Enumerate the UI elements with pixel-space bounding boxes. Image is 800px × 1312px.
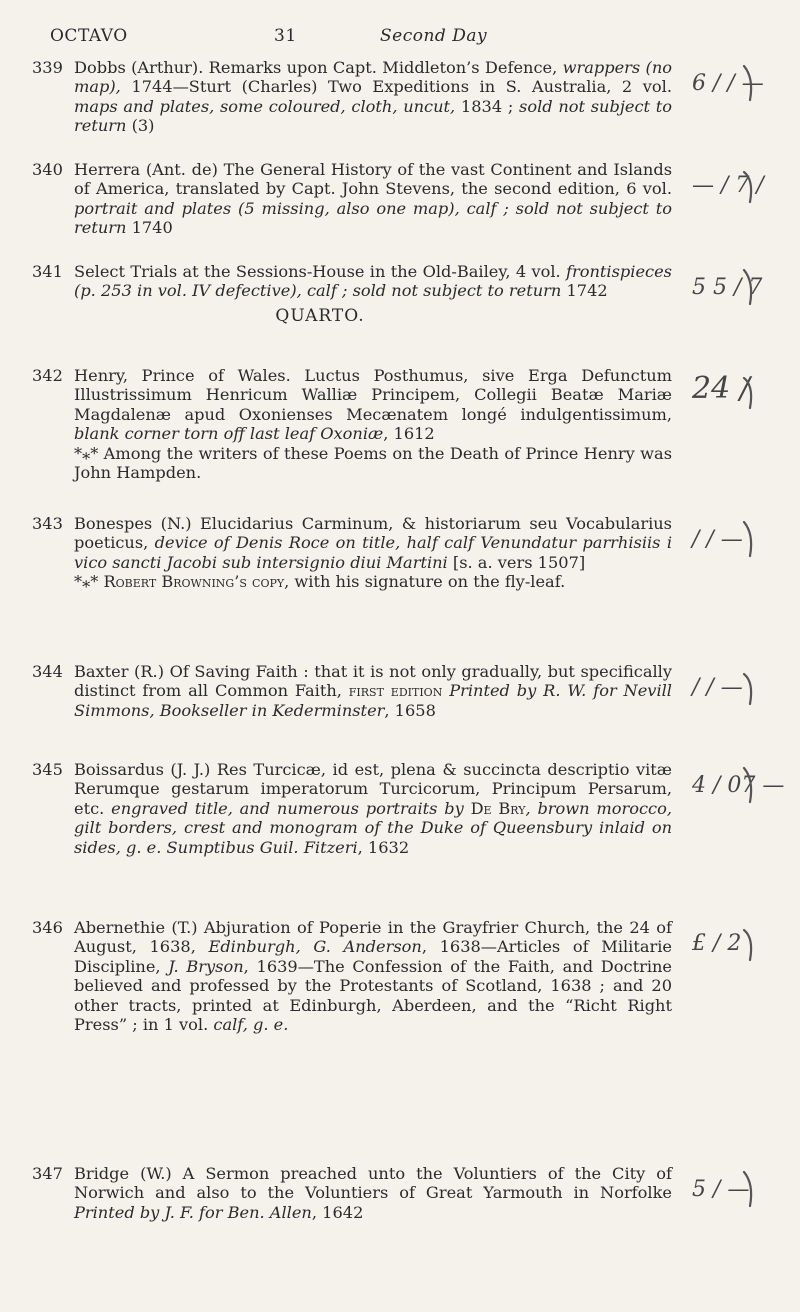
text-run: Bonespes (N.) Elucidarius Carminum, & historiarum seu Vocabularius poeticus, xyxy=(74,514,672,553)
text-run: , with his signature on the fly-leaf. xyxy=(284,572,566,592)
lot-description xyxy=(74,58,672,136)
text-run: portrait and plates (5 missing, also one map), calf ; sold not subject to return xyxy=(74,198,672,238)
lot-number: 347 xyxy=(32,1164,63,1183)
text-run: , 1639—The Confession of the Faith, and Doctrine believed and professed by the Protestants of Scotland, 1638 ; and 20 other tracts, printed at Edinburgh, Aberdeen, and the “Richt Right Press” ; in 1 vol. xyxy=(74,956,673,1035)
lot-description xyxy=(74,366,672,482)
text-run: *⁎* Among the writers of these Poems on the Death of Prince Henry was John Hampden. xyxy=(74,443,672,483)
text-run: Boissardus (J. J.) Res Turcicæ, id est, plena & succincta descriptio vitæ Rerumque gestarum imperatorum Turcicorum, Principum Persarum, etc. xyxy=(74,760,672,818)
text-run: Edinburgh, G. Anderson xyxy=(208,937,422,957)
lot-number: 339 xyxy=(32,58,63,77)
handwritten-price-mark xyxy=(688,1166,788,1216)
text-run: Printed by R. W. for Nevill Simmons, Bookseller in Kederminster xyxy=(74,681,672,720)
price-mark-text: 6 / / — xyxy=(692,71,764,96)
lot-description xyxy=(74,918,672,1034)
header-format: OCTAVO xyxy=(50,26,128,46)
text-run: calf, g. e. xyxy=(213,1015,289,1035)
lot-note xyxy=(74,444,672,483)
text-run: blank corner torn off last leaf Oxoniæ xyxy=(74,424,384,444)
lot-entry xyxy=(32,918,672,1034)
handwritten-price-mark xyxy=(688,60,788,110)
price-mark-text: £ / 2 xyxy=(692,931,742,956)
handwritten-price-mark xyxy=(688,920,788,970)
section-heading-quarto: QUARTO. xyxy=(275,306,365,326)
lot-entry xyxy=(32,662,672,720)
price-mark-text: 5 / — xyxy=(692,1177,750,1202)
price-mark-text: / / — xyxy=(692,527,743,552)
handwritten-price-mark xyxy=(688,762,788,812)
page-number: 31 xyxy=(274,26,297,46)
handwritten-price-mark xyxy=(688,264,788,314)
handwritten-price-mark xyxy=(688,162,788,212)
text-run: device of Denis Roce on title, half calf Venundatur parrhisiis i vico sancti Jacobi sub intersignio diui Martini xyxy=(74,533,672,572)
text-run: *⁎* xyxy=(74,572,104,592)
text-run: , 1638—Articles of Militarie Discipline, xyxy=(74,937,673,976)
lot-entry xyxy=(32,58,672,136)
pen-stroke xyxy=(744,674,751,704)
lot-number: 343 xyxy=(32,514,63,533)
lot-description xyxy=(74,262,672,301)
text-run: frontispieces (p. 253 in vol. IV defective), calf ; sold not subject to return xyxy=(74,262,672,301)
lot-number: 340 xyxy=(32,160,63,179)
handwritten-price-mark xyxy=(688,664,788,714)
lot-description xyxy=(74,514,672,592)
handwritten-price-mark xyxy=(688,368,788,418)
text-run: , 1632 xyxy=(357,837,410,857)
text-run: , 1642 xyxy=(311,1202,364,1222)
text-run: sold not subject to return xyxy=(74,96,672,136)
text-run: (3) xyxy=(126,116,155,136)
text-run: 1740 xyxy=(126,218,173,238)
price-mark-text: 5 5 / 7 xyxy=(692,275,763,300)
text-run: Abernethie (T.) Abjuration of Poperie in the Grayfrier Church, the 24 of August, 1638, xyxy=(74,918,672,957)
text-run: engraved title, and numerous portraits by xyxy=(111,798,471,818)
lot-entry xyxy=(32,760,672,857)
price-mark-text: 24 / xyxy=(692,371,750,406)
text-run: Henry, Prince of Wales. Luctus Posthumus, sive Erga Defunctum Illustrissimum Henricum Walliæ Principem, Collegii Beatæ Mariæ Magdalenæ apud Oxonienses Mecænatem longé indulgentissimum, xyxy=(74,366,672,424)
price-mark-text: — / 7 / xyxy=(692,173,764,198)
text-run: , 1612 xyxy=(383,424,435,444)
lot-entry xyxy=(32,262,672,301)
price-mark-text: 4 / 07 — xyxy=(692,773,785,798)
handwritten-price-mark xyxy=(688,516,788,566)
page-header xyxy=(50,26,590,50)
lot-number: 342 xyxy=(32,366,63,385)
lot-note xyxy=(74,572,672,591)
lot-description xyxy=(74,1164,672,1222)
lot-entry xyxy=(32,514,672,592)
text-run: , brown morocco, gilt borders, crest and monogram of the Duke of Queensbury inlaid on sides, g. e. Sumptibus Guil. Fitzeri xyxy=(74,798,672,857)
text-run: Dobbs (Arthur). Remarks upon Capt. Middleton’s Defence, xyxy=(74,58,563,77)
header-sale-day: Second Day xyxy=(380,26,488,46)
lot-number: 341 xyxy=(32,262,63,281)
text-run: Bridge (W.) A Sermon preached unto the Voluntiers of the City of Norwich and also to the Voluntiers of Great Yarmouth in Norfolke xyxy=(74,1164,672,1203)
lot-entry xyxy=(32,1164,672,1222)
lot-description xyxy=(74,760,672,857)
text-run: 1742 xyxy=(561,281,608,301)
text-run: wrappers (no map), xyxy=(74,58,672,97)
text-run: De Bry xyxy=(470,798,526,818)
pen-stroke xyxy=(744,522,751,556)
text-run: J. Bryson xyxy=(168,956,244,976)
lot-number: 345 xyxy=(32,760,63,779)
pen-stroke xyxy=(744,930,751,960)
text-run: maps and plates, some coloured, cloth, uncut, xyxy=(74,96,461,116)
price-mark-text: / / — xyxy=(692,675,743,700)
text-run: Robert Browning’s copy xyxy=(103,572,285,592)
text-run: Select Trials at the Sessions-House in the Old-Bailey, 4 vol. xyxy=(74,262,567,281)
text-run: Herrera (Ant. de) The General History of the vast Continent and Islands of America, translated by Capt. John Stevens, the second edition, 6 vol. xyxy=(74,160,672,199)
lot-description xyxy=(74,662,672,720)
text-run: first edition xyxy=(348,681,443,701)
lot-number: 346 xyxy=(32,918,63,937)
lot-entry xyxy=(32,366,672,482)
lot-entry xyxy=(32,160,672,238)
lot-description xyxy=(74,160,672,238)
text-run: 1744—Sturt (Charles) Two Expeditions in S. Australia, 2 vol. xyxy=(131,77,672,97)
text-run: Printed by J. F. for Ben. Allen xyxy=(74,1202,312,1222)
text-run: , 1658 xyxy=(384,700,436,720)
lot-number: 344 xyxy=(32,662,63,681)
text-run: [s. a. vers 1507] xyxy=(447,552,586,572)
text-run: Baxter (R.) Of Saving Faith : that it is not only gradually, but specifically distinct from all Common Faith, xyxy=(74,662,672,701)
text-run: 1834 ; xyxy=(460,96,520,116)
